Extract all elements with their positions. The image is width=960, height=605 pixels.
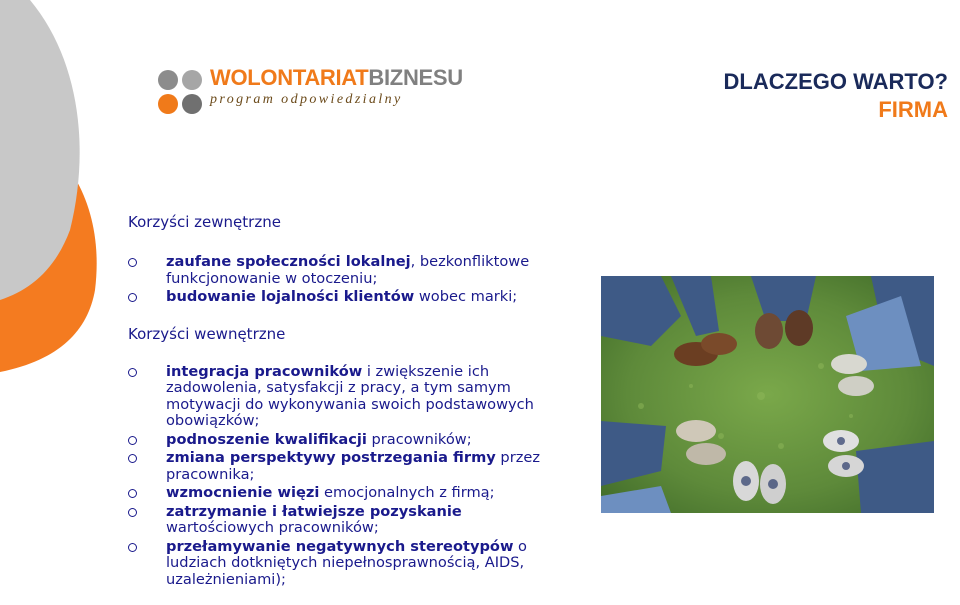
internal-benefits-heading: Korzyści wewnętrzne xyxy=(128,324,286,343)
item-bold: budowanie lojalności klientów xyxy=(166,288,415,305)
list-item xyxy=(128,364,568,430)
title-line1: DLACZEGO WARTO? xyxy=(723,69,948,94)
page-title xyxy=(724,68,948,124)
bullet-icon xyxy=(128,293,137,302)
external-benefits-heading: Korzyści zewnętrzne xyxy=(128,213,281,231)
logo xyxy=(148,62,463,122)
item-text: emocjonalnych z firmą; xyxy=(319,484,495,501)
item-bold: integracja pracowników xyxy=(166,362,363,380)
item-text: pracowników; xyxy=(366,430,472,448)
list-item xyxy=(128,254,568,287)
logo-name-part1: WOLONTARIAT xyxy=(210,65,369,90)
item-bold: zatrzymanie i łatwiejsze pozyskanie xyxy=(166,502,462,520)
benefits-content xyxy=(128,212,568,588)
logo-name xyxy=(210,66,463,90)
item-bold: wzmocnienie więzi xyxy=(166,484,320,501)
bullet-icon xyxy=(128,436,137,445)
bullet-icon xyxy=(128,368,137,377)
bullet-icon xyxy=(128,508,137,517)
item-bold: podnoszenie kwalifikacji xyxy=(166,430,367,448)
logo-name-part2: BIZNESU xyxy=(368,65,463,90)
logo-tagline: program odpowiedzialny xyxy=(210,92,403,107)
item-text: wobec marki; xyxy=(414,288,518,305)
item-text: przez pracownika; xyxy=(166,449,540,483)
list-item xyxy=(128,432,568,449)
item-text: wartościowych pracowników; xyxy=(166,519,379,536)
list-item xyxy=(128,539,568,589)
item-text: i zwiększenie ich zadowolenia, satysfakcji z pracy, a tym samym motywacji do wykonywania swoich podstawowych obowiązków; xyxy=(166,362,534,429)
list-item xyxy=(128,289,568,306)
bullet-icon xyxy=(128,258,137,267)
item-bold: przełamywanie negatywnych stereotypów xyxy=(166,537,514,555)
item-text: , bezkonfliktowe funkcjonowanie w otoczeniu; xyxy=(166,253,530,287)
external-benefits-list xyxy=(128,254,568,306)
item-text: o ludziach dotkniętych niepełnosprawnością, AIDS, uzależnieniami); xyxy=(166,537,527,588)
bullet-icon xyxy=(128,489,137,498)
internal-benefits-list xyxy=(128,364,568,589)
item-bold: zaufane społeczności lokalnej xyxy=(166,253,411,270)
list-item xyxy=(128,450,568,483)
bullet-icon xyxy=(128,543,137,552)
logo-text xyxy=(210,66,463,108)
list-item xyxy=(128,485,568,502)
feet-circle-photo xyxy=(601,276,934,513)
list-item xyxy=(128,504,568,537)
title-line2: FIRMA xyxy=(878,97,948,122)
item-bold: zmiana perspektywy postrzegania firmy xyxy=(166,449,496,466)
bullet-icon xyxy=(128,454,137,463)
logo-dots-icon xyxy=(158,70,204,116)
